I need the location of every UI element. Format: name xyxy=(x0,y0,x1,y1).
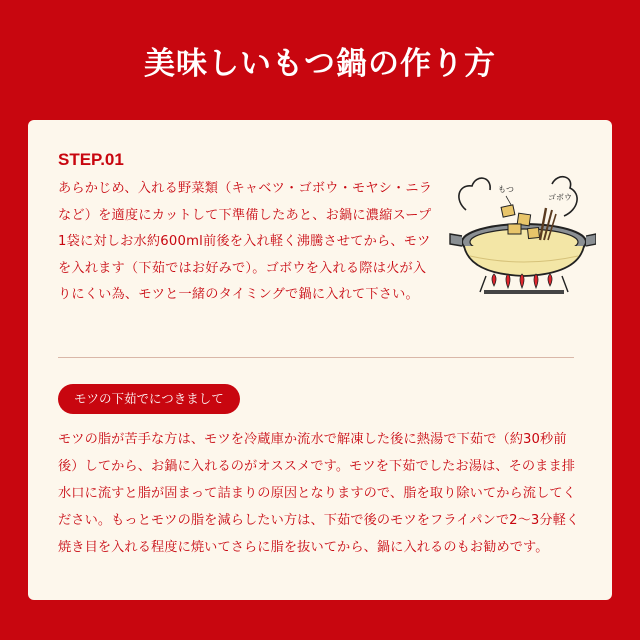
instruction-card xyxy=(28,120,612,600)
step-description: あらかじめ、入れる野菜類（キャベツ・ゴボウ・モヤシ・ニラなど）を適度にカットして下準備したあと、お鍋に濃縮スープ1袋に対しお水約600ml前後を入れ軽く沸騰させてから、モツを入れます（下茹ではお好みで）。ゴボウを入れる際は火が入りにくい為、モツと一緒のタイミングで鍋に入れて下さい。 xyxy=(58,181,433,302)
tips-description: モツの脂が苦手な方は、モツを冷蔵庫か流水で解凍した後に熱湯で下茹で（約30秒前後）してから、お鍋に入れるのがオススメです。モツを下茹でしたお湯は、そのまま排水口に流すと脂が固まって詰まりの原因となりますので、脂を取り除いてから流してください。もっとモツの脂を減らしたい方は、下茹で後のモツをフライパンで2〜3分軽く焼き目を入れる程度に焼いてさらに脂を抜いてから、鍋に入れるのもお勧めです。 xyxy=(58,432,580,555)
step-title: STEP.01 xyxy=(58,150,124,169)
motsu-label: もつ xyxy=(498,185,514,194)
section-divider xyxy=(58,357,574,358)
tips-badge: モツの下茹でにつきまして xyxy=(58,384,240,414)
hotpot-illustration xyxy=(446,170,596,300)
gobou-label: ゴボウ xyxy=(548,193,572,202)
page-title: 美味しいもつ鍋の作り方 xyxy=(144,46,496,82)
